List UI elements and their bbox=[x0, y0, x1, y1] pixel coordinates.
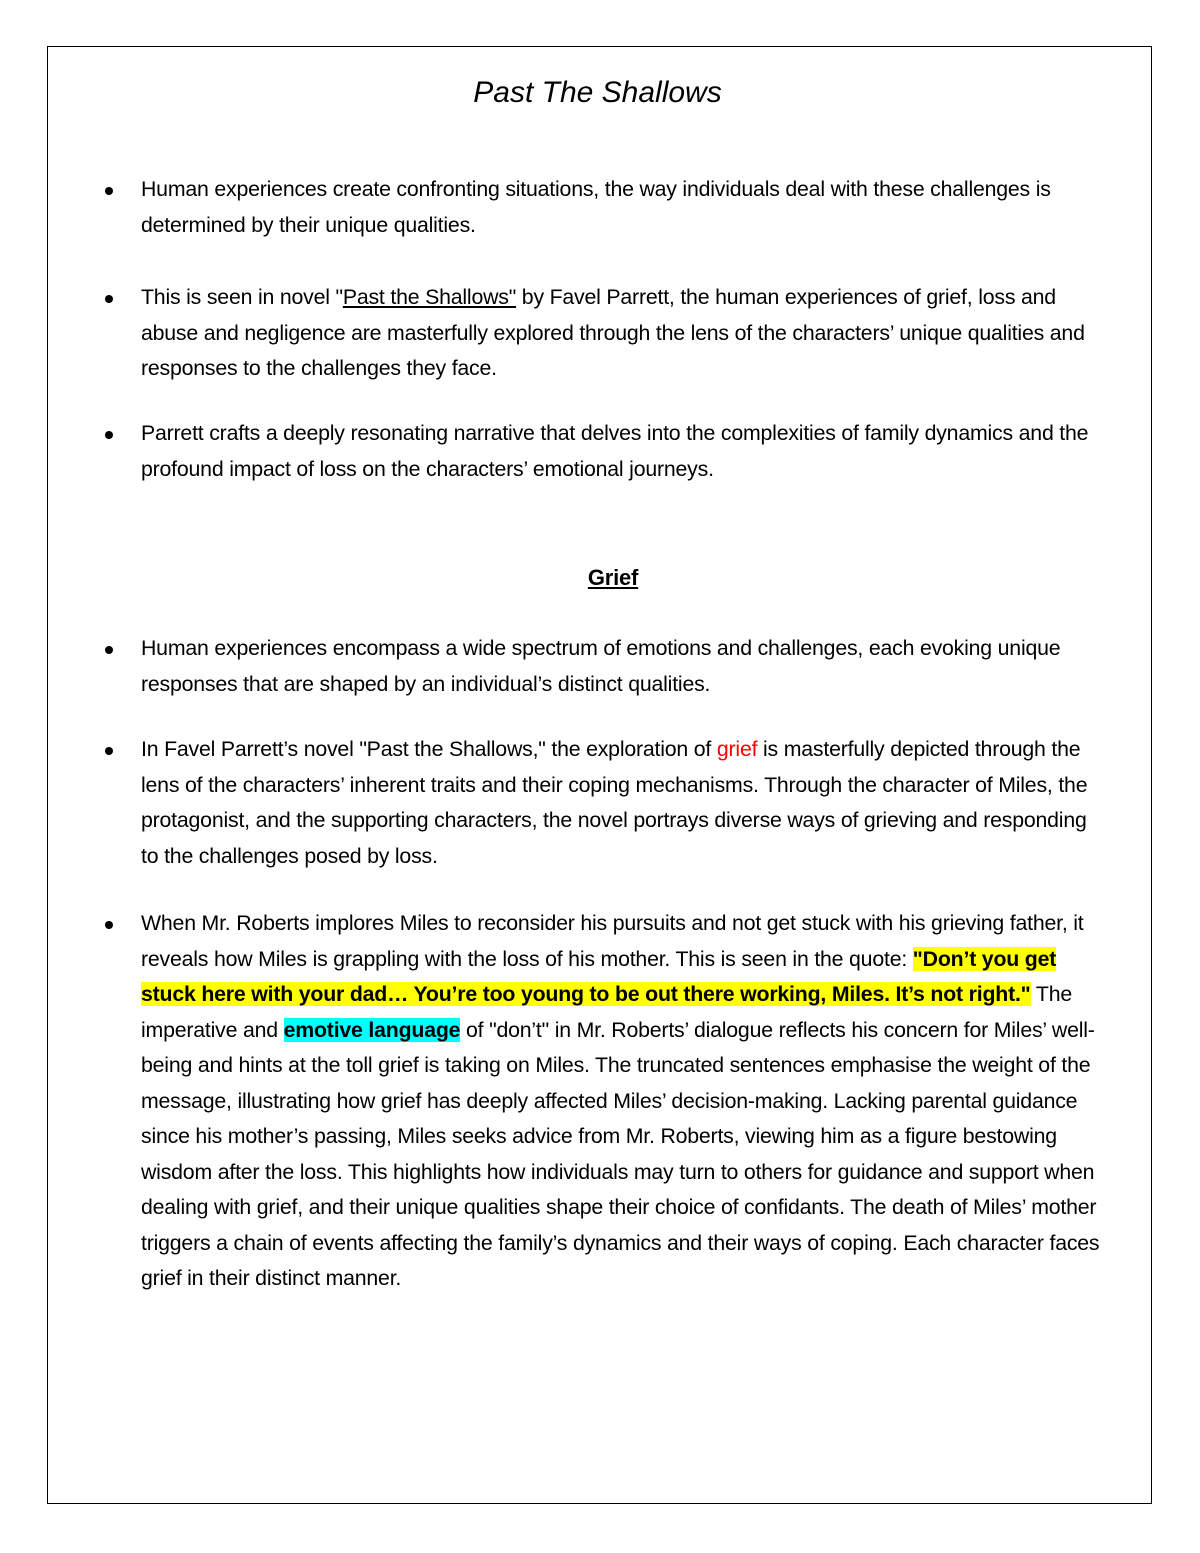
bullet-icon bbox=[105, 187, 113, 195]
grief-keyword: grief bbox=[716, 737, 758, 761]
document-title: Past The Shallows bbox=[473, 76, 722, 109]
bullet-icon bbox=[105, 295, 113, 303]
bullet-text: Human experiences encompass a wide spectrum of emotions and challenges, each evoking unique responses that are shaped by an individual’s distinct qualities. bbox=[141, 636, 1061, 696]
grief-bullet-1 bbox=[141, 631, 1101, 702]
bullet-text-post: by Favel Parrett, the human experiences of grief, loss and abuse and negligence are masterfully explored through the lens of the characters’ unique qualities and responses to the challenges they face. bbox=[141, 285, 1085, 380]
bullet-text: Human experiences create confronting situations, the way individuals deal with these challenges is determined by their unique qualities. bbox=[141, 177, 1051, 237]
grief-bullet-2 bbox=[141, 732, 1101, 874]
novel-title-link: Past the Shallows" bbox=[342, 285, 517, 309]
bullet-icon bbox=[105, 431, 113, 439]
bullet-icon bbox=[105, 646, 113, 654]
bullet-icon bbox=[105, 747, 113, 755]
bullet-text-pre: This is seen in novel " bbox=[141, 285, 343, 309]
bullet-text: Parrett crafts a deeply resonating narrative that delves into the complexities of family dynamics and the profound impact of loss on the characters’ emotional journeys. bbox=[141, 421, 1089, 481]
bullet-text-mid: The imperative and bbox=[141, 982, 1073, 1042]
bullet-icon bbox=[105, 921, 113, 929]
bullet-text-pre: In Favel Parrett’s novel "Past the Shallows," the exploration of bbox=[141, 737, 717, 761]
intro-bullet-1 bbox=[141, 172, 1101, 243]
highlighted-quote: "Don’t you get stuck here with your dad… You’re too young to be out there working, Miles. It’s not right." bbox=[141, 946, 1057, 1006]
highlighted-term: emotive language bbox=[283, 1017, 461, 1042]
grief-bullet-3 bbox=[141, 906, 1101, 1297]
bullet-text-post: is masterfully depicted through the lens of the characters’ inherent traits and their coping mechanisms. Through the character of Miles, the protagonist, and the supporting characters, the novel portrays diverse ways of grieving and responding to the challenges posed by loss. bbox=[141, 737, 1088, 868]
bullet-text-post: of "don’t" in Mr. Roberts’ dialogue reflects his concern for Miles’ well-being and hints at the toll grief is taking on Miles. The truncated sentences emphasise the weight of the message, illustrating how grief has deeply affected Miles’ decision-making. Lacking parental guidance since his mother’s passing, Miles seeks advice from Mr. Roberts, viewing him as a figure bestowing wisdom after the loss. This highlights how individuals may turn to others for guidance and support when dealing with grief, and their unique qualities shape their choice of confidants. The death of Miles’ mother triggers a chain of events affecting the family’s dynamics and their ways of coping. Each character faces grief in their distinct manner. bbox=[141, 1017, 1100, 1290]
bullet-text-pre: When Mr. Roberts implores Miles to reconsider his pursuits and not get stuck with his grieving father, it reveals how Miles is grappling with the loss of his mother. This is seen in the quote: bbox=[141, 911, 1084, 971]
section-heading-grief: Grief bbox=[587, 565, 639, 590]
intro-bullet-3 bbox=[141, 416, 1101, 487]
intro-bullet-2 bbox=[141, 280, 1101, 387]
